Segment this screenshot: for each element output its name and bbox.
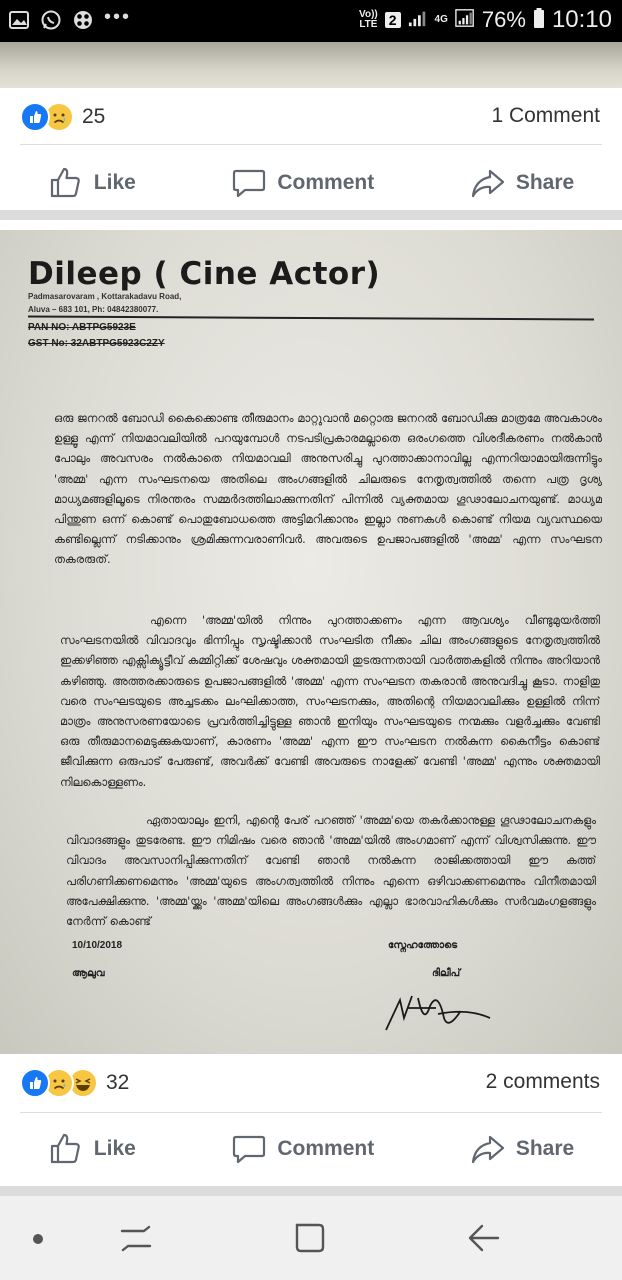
signature-scrawl [378,978,498,1038]
letterhead-pan: PAN NO: ABTPG5923E [28,322,136,333]
post-footer-1 [0,88,622,220]
letter-paragraph-2: എന്നെ 'അമ്മ'യിൽ നിന്നും പുറത്താക്കണം എന്ന ആവശ്യം വീണ്ടുമുയർത്തി സംഘടനയില്‍ വിവാദവും ഭിന്നിപ്പും സൃഷ്ടിക്കാന്‍ സംഘടിത നീക്കം ചില അംഗങ്ങളുടെ നേതൃത്വത്തില്‍ ഇക്കഴിഞ്ഞ എക്സിക്യൂട്ടീവ് കമ്മിറ്റിക്ക് ശേഷവും ശക്തമായി തുടരുന്നതായി വാർത്തകളിൽ നിന്നും അറിയാന്‍ കഴിഞ്ഞു. അത്തരക്കാരുടെ ഉപജാപങ്ങളില്‍ 'അമ്മ' എന്ന സംഘടന തകരാന്‍ അനുവദിച്ചു കൂടാ. നാളിതു വരെ സംഘടയുടെ അച്ചടക്കം ലംഘിക്കാത്ത, സംഘടനക്കും, അതിന്റെ നിയമാവലിക്കും ഉള്ളില്‍ നിന്ന് മാത്രം അനുസരണയോടെ പ്രവർത്തിച്ചിട്ടുള്ള ഞാന്‍ ഇനിയും സംഘടയുടെ നന്മക്കും വളർച്ചക്കും വേണ്ടി ഒരു തീരുമാനമെടുക്കുകയാണ്, കാരണം 'അമ്മ' എന്ന ഈ സംഘടന നല്‍കുന്ന കൈനീട്ടം കൊണ്ട് ജീവിക്കുന്ന ഒരുപാട് പേരുണ്ട്, അവർക്ക് വേണ്ടി അവരുടെ നാളേക്ക് വേണ്ടി 'അമ്മ' എന്നും ശക്തമായി നിലകൊള്ളണം. [60,613,600,789]
share-button[interactable] [470,165,574,201]
comment-label: Comment [277,1137,375,1160]
comments-count[interactable]: 2 comments [485,1070,600,1093]
letter-paragraph-3: ഏതായാലും ഇനി, എന്റെ പേര് പറഞ്ഞ് 'അമ്മ'യെ തകർക്കാനുള്ള ഗൂഢാലോചനകളും വിവാദങ്ങളും തുടരേണ്ട. ഈ നിമിഷം വരെ ഞാന്‍ 'അമ്മ'യില്‍ അംഗമാണ് എന്ന് വിശ്വസിക്കുന്നു. ഈ വിവാദം അവസാനിപ്പിക്കുന്നതിന് വേണ്ടി ഞാന്‍ നല്‍കുന്ന രാജിക്കത്തായി ഈ കത്ത് പരിഗണിക്കണമെന്നും 'അമ്മ'യുടെ അംഗത്വത്തില്‍ നിന്നും എന്നെ ഒഴിവാക്കണമെന്നും വിനീതമായി അപേക്ഷിക്കുന്നു. 'അമ്മ'യ്ക്കും 'അമ്മ'യിലെ അംഗങ്ങൾക്കും എല്ലാ ഭാരവാഹികൾക്കും സർവമംഗളങ്ങളും നേർന്ന് കൊണ്ട് [66,813,596,929]
volte-indicator: Vo)) LTE [359,9,378,30]
letter-signatory: ദിലീപ് [432,968,461,979]
like-reaction-icon [20,102,50,132]
system-indicators [359,6,612,34]
like-reaction-icon [20,1068,50,1098]
recent-apps-icon[interactable] [116,1220,156,1256]
sim-slot-badge: 2 [385,12,401,28]
letterhead-rule [28,316,594,321]
post-footer-2 [0,1054,622,1196]
comment-icon [231,165,267,201]
reaction-summary-2[interactable] [20,1068,129,1098]
letter-paragraph-1: ഒരു ജനറൽ ബോഡി കൈക്കൊണ്ട തീരുമാനം മാറ്റുവാന്‍ മറ്റൊരു ജനറല്‍ ബോഡിക്കു മാത്രമേ അവകാശം ഉള്ളൂ എന്ന് നിയമാവലിയിൽ പറയുമ്പോൾ നടപടിപ്രകാരമല്ലാതെ ഒരംഗത്തെ വിശദീകരണം നല്‍കാന്‍ പോലും അവസരം നല്‍കാതെ നിയമാവലി അനുസരിച്ചു പുറത്താക്കാനാവില്ല എന്നറിയാമായിരുന്നിട്ടും 'അമ്മ' എന്ന സംഘടനയെ അതിലെ അംഗങ്ങളിൽ ചിലരുടെ നേതൃത്വത്തിൽ തന്നെ പത്ര ദൃശ്യ മാധ്യമങ്ങളിലൂടെ നിരന്തരം സമ്മർദത്തിലാക്കുന്നതിന് പിന്നില്‍ വ്യക്തമായ ഗൂഢാലോചനയുണ്ട്. മാധ്യമ പിന്തുണ ഒന്ന് കൊണ്ട് പൊതുബോധത്തെ അട്ടിമറിക്കാനും ഇല്ലാ നുണകള്‍ കൊണ്ട് നിയമ വ്യവസ്ഥയെ കണ്ടില്ലെന്ന് നടിക്കാനും ശ്രമിക്കുന്നവരാണിവർ. അവരുടെ ഉപജാപങ്ങളിൽ 'അമ്മ' എന്ന സംഘടന തകരരുത്. [54,411,602,567]
reaction-count: 25 [82,105,106,128]
share-label: Share [515,1137,575,1160]
like-label: Like [93,1137,136,1160]
app-icon [72,9,94,31]
share-icon [470,165,506,201]
signal-icon [408,7,428,34]
notification-icons [8,5,132,31]
like-button[interactable] [48,1131,136,1167]
comment-label: Comment [277,171,375,194]
navigation-bar [0,1196,622,1280]
like-label: Like [93,171,136,194]
letter-closing: സ്നേഹത്തോടെ [388,940,458,951]
comment-button[interactable] [231,1131,374,1167]
letterhead-name: Dileep ( Cine Actor) [28,256,381,292]
letter-date: 10/10/2018 [72,940,123,951]
more-notifications-indicator: ••• [104,5,132,28]
share-label: Share [515,171,575,194]
back-icon[interactable] [464,1220,504,1256]
previous-post-image[interactable] [0,42,622,88]
signal-icon-2 [455,7,475,34]
comments-count[interactable]: 1 Comment [491,104,600,127]
share-icon [470,1131,506,1167]
whatsapp-icon [40,9,62,31]
status-bar [0,0,622,42]
battery-percent: 76% [481,7,526,32]
home-icon[interactable] [290,1220,330,1256]
clock: 10:10 [551,6,612,33]
action-bar [0,160,622,206]
action-bar [0,1126,622,1172]
reaction-count: 32 [106,1071,130,1094]
network-type-label: 4G [434,14,448,25]
dot-icon[interactable] [20,1220,60,1256]
comment-icon [231,1131,267,1167]
divider [20,1112,602,1113]
letterhead-gst: GST No: 32ABTPG5923C2ZY [28,338,165,349]
feed-separator [0,1186,622,1196]
thumbs-up-icon [48,165,84,201]
divider [20,144,602,145]
comment-button[interactable] [231,165,374,201]
post-photo-letter[interactable] [0,230,622,1054]
like-button[interactable] [48,165,136,201]
thumbs-up-icon [48,1131,84,1167]
letter-place: ആലുവ [72,968,105,979]
letterhead-address-line2: Aluva – 683 101, Ph: 04842380077. [28,305,159,314]
share-button[interactable] [470,1131,574,1167]
reaction-summary[interactable] [20,102,105,132]
feed-separator [0,210,622,220]
gallery-icon [8,9,30,31]
letterhead-address-line1: Padmasarovaram , Kottarakadavu Road, [28,292,182,301]
battery-icon [533,7,545,34]
